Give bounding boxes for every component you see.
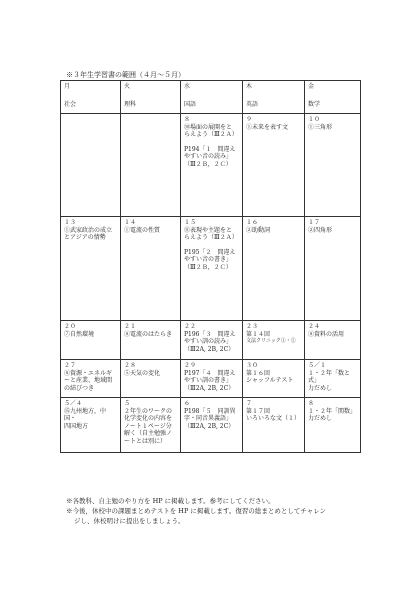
- header-row: [61, 81, 361, 114]
- cell-text: P198「５ 同訓異: [184, 407, 236, 415]
- cell-text: 力だめし: [308, 415, 333, 422]
- cell-text: ⑮九州地方，中国・: [64, 407, 107, 422]
- cell-text: ①三角形: [308, 123, 333, 131]
- cell-text: ーと産業、地域間: [64, 377, 113, 384]
- header-cell: 火 理科: [121, 81, 181, 114]
- schedule-cell: [181, 398, 243, 453]
- notes: [66, 496, 366, 526]
- cell-text: ②四角形: [308, 226, 333, 234]
- cell-text: シャッフルテスト: [246, 377, 294, 384]
- cell-text: （Ⅲ２Ｂ，２Ｃ）: [184, 263, 232, 271]
- cell-date: ８: [184, 116, 191, 123]
- cell-text: 化学変化の内容を: [124, 415, 173, 422]
- cell-date: ２４: [308, 323, 321, 330]
- cell-date: ９: [246, 116, 253, 123]
- cell-text: ⑦自然環境: [64, 330, 95, 338]
- schedule-cell: [61, 360, 121, 398]
- cell-text: ⑤天気の変化: [124, 369, 161, 377]
- cell-text: P195「２ 間違え: [184, 248, 236, 256]
- schedule-cell: [305, 321, 361, 360]
- schedule-cell: [243, 114, 305, 217]
- cell-date: ３０: [246, 362, 259, 369]
- cell-text: 字・同音異義語」: [184, 415, 233, 422]
- cell-text: やすい音の書き」: [184, 256, 233, 263]
- schedule-cell: [305, 360, 361, 398]
- cell-date: １４: [124, 219, 137, 226]
- cell-date: ２０: [64, 323, 77, 330]
- header-cell: 金 数学: [305, 81, 361, 114]
- note-line: ※各教科、自主勉のやり方を HP に掲載します。参考にしてください。: [66, 497, 275, 505]
- cell-date: ２１: [124, 323, 137, 330]
- schedule-cell: [61, 114, 121, 217]
- cell-date: ５: [124, 400, 131, 407]
- cell-text: [184, 242, 239, 249]
- page-title: ※３年生学習書の範囲（４月～５月）: [66, 71, 185, 79]
- cell-text: P197「４ 間違え: [184, 369, 236, 377]
- schedule-cell: [121, 398, 181, 453]
- cell-text: 文法クリニック①・②: [246, 338, 296, 344]
- cell-text: ①電流の性質: [124, 226, 161, 234]
- cell-text: いろいろな文（１）: [246, 415, 301, 422]
- cell-date: ２９: [184, 362, 197, 369]
- cell-text: ２年生のワークの: [124, 407, 173, 415]
- cell-text: らえよう（Ⅲ２Ａ）: [184, 234, 238, 241]
- cell-text: （Ⅲ２Ｂ，２Ｃ）: [184, 160, 232, 168]
- cell-date: １０: [308, 116, 321, 123]
- cell-text: ①武家政治の成立: [64, 226, 113, 234]
- cell-date: ２２: [184, 323, 197, 330]
- cell-text: 力だめし: [308, 384, 333, 392]
- cell-date: ７: [246, 400, 253, 407]
- schedule-cell: [121, 321, 181, 360]
- cell-date: ５／１: [308, 362, 327, 369]
- cell-text: P194「１ 間違え: [184, 145, 236, 153]
- cell-text: ②助動詞: [246, 226, 271, 234]
- schedule-cell: [121, 217, 181, 321]
- header-cell: 水 国語: [181, 81, 243, 114]
- cell-date: ２８: [124, 362, 137, 369]
- cell-text: P196「３ 間違え: [184, 330, 236, 338]
- schedule-cell: [181, 114, 243, 217]
- schedule-cell: [243, 217, 305, 321]
- schedule-cell: [305, 398, 361, 453]
- table-row: [61, 217, 361, 321]
- table-row: [61, 114, 361, 217]
- schedule-cell: [61, 321, 121, 360]
- schedule-table: [60, 80, 361, 453]
- cell-text: ⑪表現や主題をと: [184, 226, 233, 234]
- cell-date: １６: [246, 219, 259, 226]
- cell-text: １・２年「関数」: [308, 407, 357, 415]
- cell-text: 解く（自主勉強ノ: [124, 430, 173, 437]
- header-cell: 月 社会: [61, 81, 121, 114]
- cell-date: ２７: [64, 362, 77, 369]
- schedule-cell: [181, 217, 243, 321]
- cell-date: ８: [308, 400, 315, 407]
- schedule-cell: [243, 321, 305, 360]
- table-row: [61, 360, 361, 398]
- schedule-cell: [181, 360, 243, 398]
- schedule-cell: [305, 217, 361, 321]
- cell-text: １・２年「数と式」: [308, 369, 351, 384]
- cell-text: とアジアの情勢: [64, 234, 106, 241]
- note-line: ジし、休校明けに提出をしましょう。: [74, 517, 185, 526]
- cell-text: [184, 139, 239, 146]
- schedule-cell: [61, 398, 121, 453]
- cell-text: （Ⅲ2A, 2B, 2C）: [184, 345, 235, 353]
- cell-text: ⑧電流のはたらき: [124, 330, 173, 338]
- cell-text: ①未来を表す文: [246, 123, 289, 131]
- cell-text: ⑧資源・エネルギ: [64, 369, 113, 377]
- table-row: [61, 398, 361, 453]
- cell-text: ⑩場面の展開をと: [184, 123, 233, 131]
- schedule-cell: [121, 360, 181, 398]
- header-cell: 木 英語: [243, 81, 305, 114]
- table-row: [61, 321, 361, 360]
- schedule-cell: [243, 398, 305, 453]
- schedule-cell: [121, 114, 181, 217]
- cell-date: １７: [308, 219, 321, 226]
- cell-text: やすい訓の読み」: [184, 338, 233, 345]
- schedule-cell: [61, 217, 121, 321]
- cell-text: 第１７回: [246, 407, 271, 415]
- cell-text: ートとは別に）: [124, 437, 167, 445]
- schedule-cell: [243, 360, 305, 398]
- cell-date: ２３: [246, 323, 259, 330]
- cell-text: 第１４回: [246, 330, 271, 338]
- cell-date: １５: [184, 219, 197, 226]
- cell-text: 四国地方: [64, 422, 89, 430]
- cell-text: の結びつき: [64, 384, 95, 392]
- cell-text: （Ⅲ2A, 2B, 2C）: [184, 422, 235, 430]
- cell-date: ５／４: [64, 400, 83, 407]
- cell-text: やすい訓の書き」: [184, 377, 233, 384]
- cell-text: 第１６回: [246, 369, 271, 377]
- cell-text: ⑧資料の活用: [308, 330, 345, 338]
- cell-text: やすい音の読み」: [184, 153, 233, 160]
- schedule-cell: [305, 114, 361, 217]
- cell-date: １３: [64, 219, 77, 226]
- note-line: ※今後，休校中の課題まとめテストを HP に掲載します。復習の総まとめとしてチャレン: [66, 507, 327, 516]
- schedule-cell: [181, 321, 243, 360]
- cell-date: ６: [184, 400, 191, 407]
- cell-text: らえよう（Ⅲ２Ａ）: [184, 131, 238, 138]
- cell-text: （Ⅲ2A, 2B, 2C）: [184, 384, 235, 392]
- cell-text: ノート１ページ分: [124, 422, 172, 430]
